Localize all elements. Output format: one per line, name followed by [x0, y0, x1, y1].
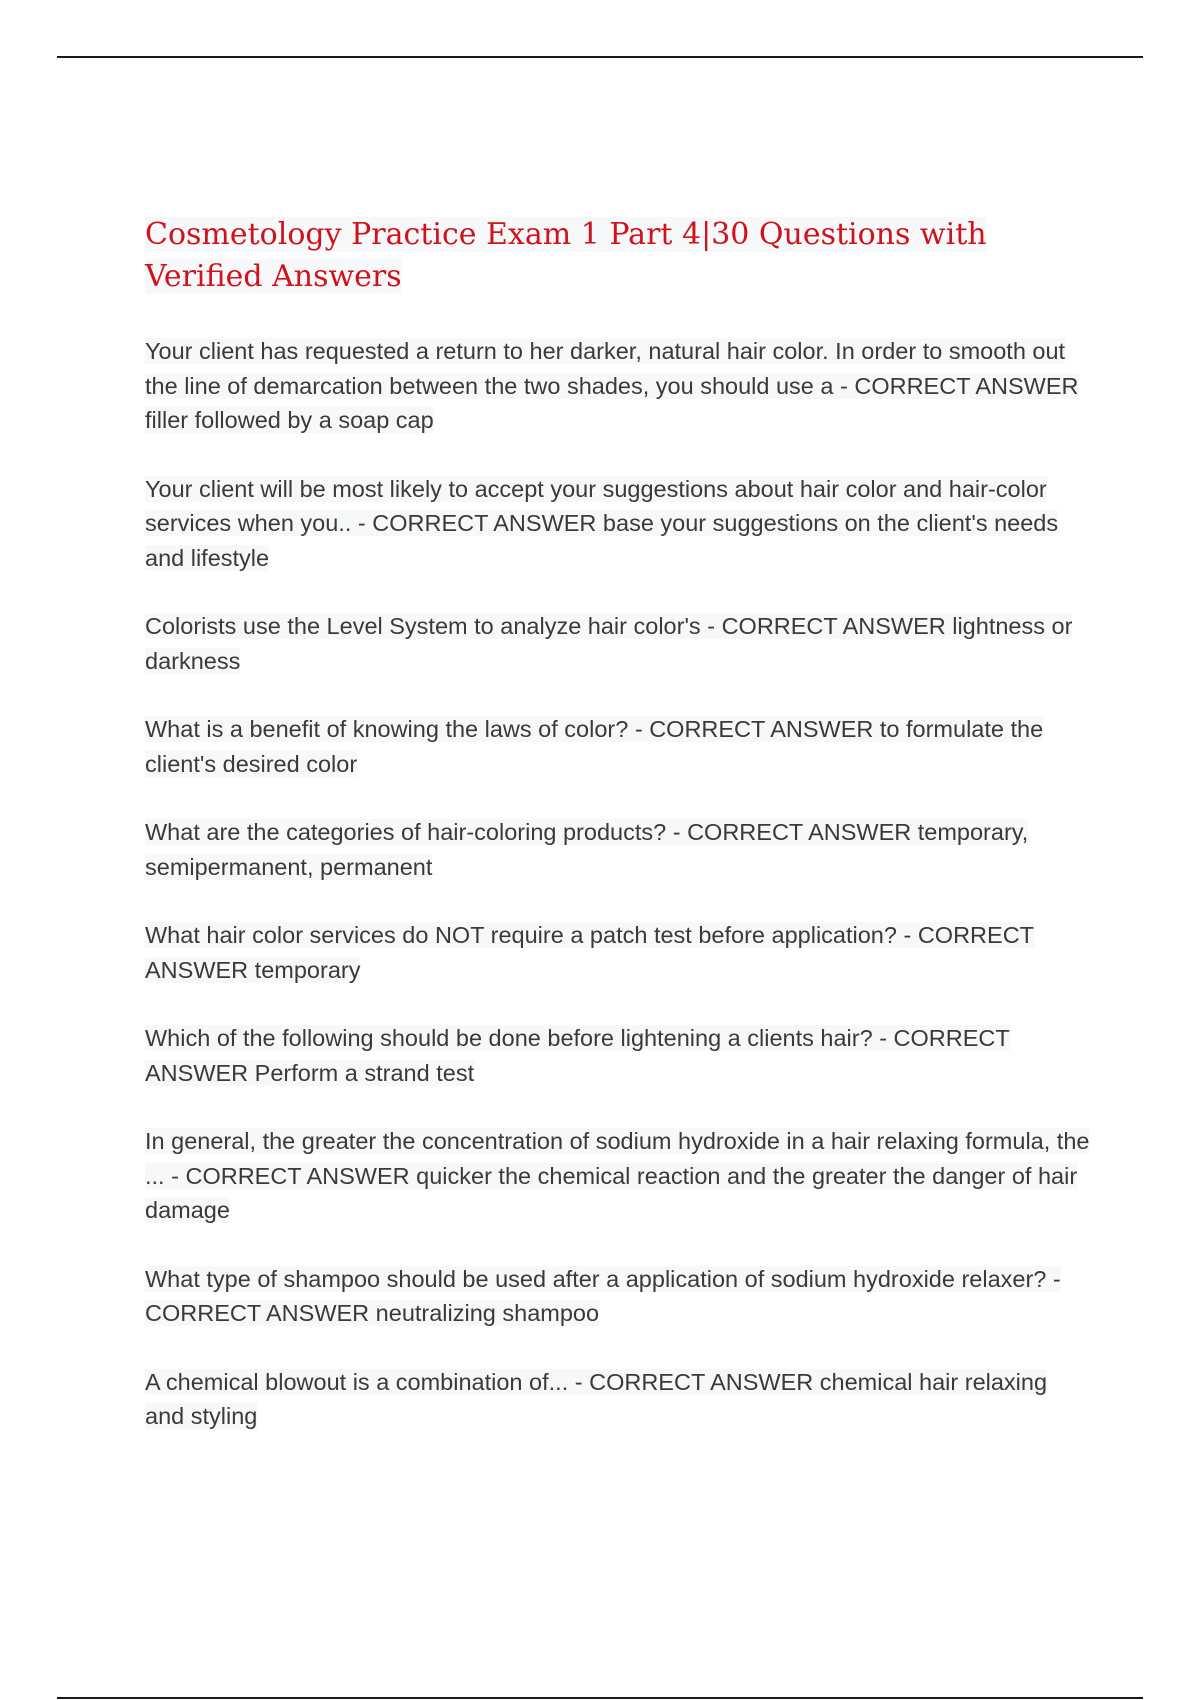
qa-item-text: Your client will be most likely to accept your suggestions about hair color and hair-color services when you.. - CORRECT ANSWER base your suggestions on the client's needs and lifestyle [145, 475, 1059, 571]
qa-item-text: A chemical blowout is a combination of... - CORRECT ANSWER chemical hair relaxing and styling [145, 1368, 1048, 1429]
document-body [145, 214, 1095, 1468]
header-rule [57, 56, 1143, 58]
qa-item-8 [145, 1124, 1090, 1228]
qa-item-text: Colorists use the Level System to analyze hair color's - CORRECT ANSWER lightness or darkness [145, 613, 1073, 674]
qa-item-5 [145, 815, 1090, 884]
qa-item-text: What is a benefit of knowing the laws of color? - CORRECT ANSWER to formulate the client's desired color [145, 716, 1044, 777]
qa-item-6 [145, 918, 1090, 987]
qa-item-9 [145, 1262, 1090, 1331]
qa-list [145, 334, 1095, 1434]
qa-item-7 [145, 1021, 1090, 1090]
document-title-text: Cosmetology Practice Exam 1 Part 4|30 Questions with Verified Answers [145, 217, 987, 294]
qa-item-text: Which of the following should be done before lightening a clients hair? - CORRECT ANSWER Perform a strand test [145, 1025, 1010, 1086]
qa-item-1 [145, 334, 1090, 438]
qa-item-text: Your client has requested a return to her darker, natural hair color. In order to smooth out the line of demarcation between the two shades, you should use a - CORRECT ANSWER filler followed by a soap cap [145, 338, 1079, 433]
qa-item-text: What hair color services do NOT require a patch test before application? - CORRECT ANSWER temporary [145, 922, 1035, 983]
qa-item-text: What type of shampoo should be used after a application of sodium hydroxide relaxer? - CORRECT ANSWER neutralizing shampoo [145, 1265, 1061, 1326]
footer-rule [57, 1697, 1143, 1699]
qa-item-4 [145, 712, 1090, 781]
document-title [145, 214, 1095, 298]
qa-item-text: In general, the greater the concentration of sodium hydroxide in a hair relaxing formula, the ... - CORRECT ANSWER quicker the chemical reaction and the greater the danger of hair damage [145, 1128, 1090, 1223]
qa-item-3 [145, 609, 1090, 678]
qa-item-10 [145, 1365, 1090, 1434]
qa-item-2 [145, 472, 1090, 576]
qa-item-text: What are the categories of hair-coloring products? - CORRECT ANSWER temporary, semipermanent, permanent [145, 819, 1029, 880]
